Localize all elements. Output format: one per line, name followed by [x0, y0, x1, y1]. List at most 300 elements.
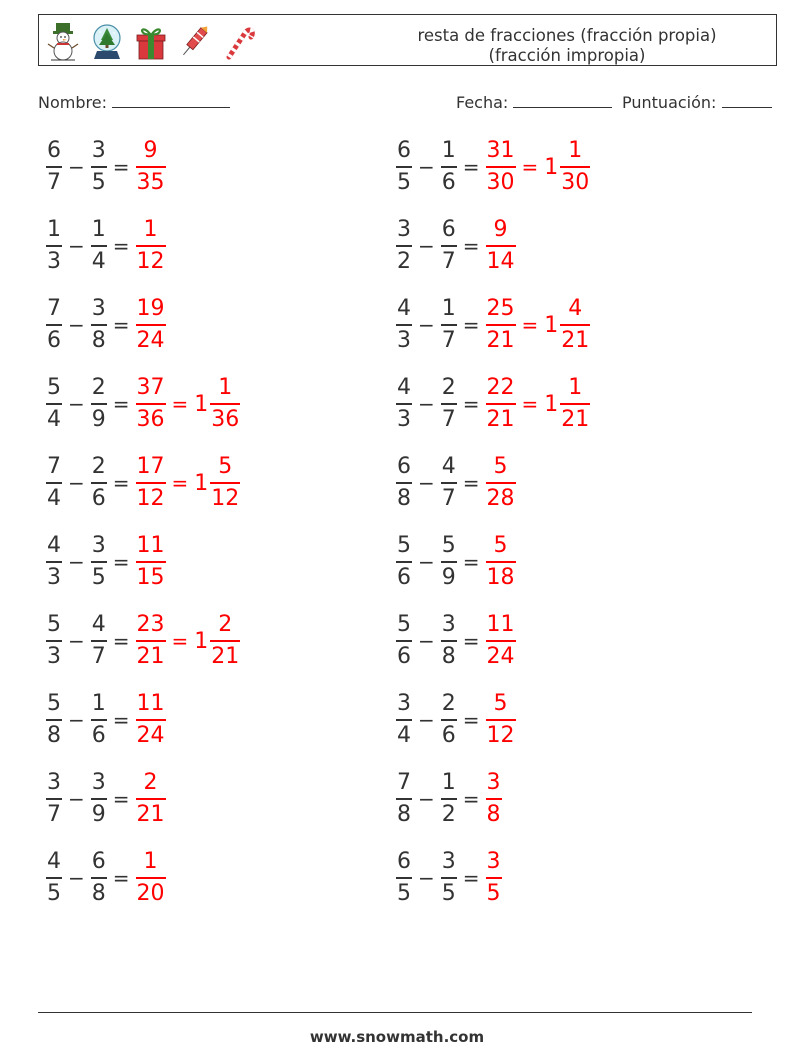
- numerator: 7: [47, 296, 61, 322]
- minus-sign: −: [68, 708, 85, 732]
- numerator: 3: [441, 849, 456, 875]
- fraction: [396, 138, 412, 196]
- problem-row: [46, 372, 240, 436]
- fraction: [136, 770, 166, 828]
- mixed-whole: 1: [544, 154, 559, 180]
- numerator: 25: [486, 296, 515, 322]
- numerator: 6: [397, 454, 411, 480]
- numerator: 1: [218, 375, 233, 401]
- mixed-whole: 1: [194, 628, 209, 654]
- denominator: 4: [47, 406, 61, 432]
- problem-row: [396, 767, 502, 831]
- answer: [136, 217, 166, 275]
- denominator: 4: [91, 248, 106, 274]
- denominator: 6: [397, 564, 411, 590]
- fraction: [91, 533, 107, 591]
- answer: [136, 138, 166, 196]
- fraction: [136, 454, 166, 512]
- fraction: [136, 612, 166, 670]
- numerator: 3: [486, 770, 501, 796]
- fraction: [91, 296, 107, 354]
- score-blank[interactable]: [722, 93, 772, 108]
- equals-sign: =: [521, 155, 539, 179]
- fraction: [396, 533, 412, 591]
- answer: [486, 454, 516, 512]
- equals-sign: =: [112, 866, 130, 890]
- numerator: 23: [136, 612, 165, 638]
- equals-sign: =: [112, 787, 130, 811]
- minus-sign: −: [418, 471, 435, 495]
- answer: [136, 533, 166, 591]
- denominator: 8: [441, 643, 456, 669]
- denominator: 3: [397, 327, 411, 353]
- denominator: 2: [397, 248, 411, 274]
- fraction: [486, 138, 516, 196]
- problem-row: [396, 372, 590, 436]
- minus-sign: −: [68, 471, 85, 495]
- denominator: 5: [486, 880, 501, 906]
- fraction: [486, 533, 516, 591]
- numerator: 4: [91, 612, 106, 638]
- numerator: 2: [441, 375, 456, 401]
- answer: [486, 770, 502, 828]
- fraction: [46, 217, 62, 275]
- denominator: 15: [136, 564, 165, 590]
- numerator: 19: [136, 296, 165, 322]
- answer: [486, 691, 516, 749]
- fraction: [441, 454, 457, 512]
- fraction: [91, 849, 107, 907]
- numerator: 6: [91, 849, 106, 875]
- denominator: 6: [441, 722, 456, 748]
- minus-sign: −: [418, 550, 435, 574]
- fraction: [486, 296, 516, 354]
- title-line-2: (fracción impropia): [488, 46, 646, 65]
- problem-row: [396, 214, 516, 278]
- denominator: 7: [441, 485, 456, 511]
- numerator: 3: [47, 770, 61, 796]
- numerator: 3: [397, 691, 411, 717]
- fraction: [91, 138, 107, 196]
- fraction: [91, 217, 107, 275]
- numerator: 5: [47, 612, 61, 638]
- denominator: 30: [561, 169, 590, 195]
- denominator: 14: [486, 248, 515, 274]
- denominator: 21: [561, 327, 590, 353]
- denominator: 4: [47, 485, 61, 511]
- equals-sign: =: [521, 313, 539, 337]
- answer: [136, 691, 166, 749]
- answer: [136, 296, 166, 354]
- denominator: 21: [211, 643, 240, 669]
- problem-row: [46, 214, 166, 278]
- denominator: 3: [47, 564, 61, 590]
- fraction: [441, 296, 457, 354]
- answer: [486, 296, 591, 354]
- denominator: 12: [486, 722, 515, 748]
- problem-row: [46, 846, 166, 910]
- denominator: 5: [397, 880, 411, 906]
- numerator: 1: [47, 217, 61, 243]
- fraction: [91, 691, 107, 749]
- equals-sign: =: [521, 392, 539, 416]
- minus-sign: −: [418, 234, 435, 258]
- minus-sign: −: [68, 313, 85, 337]
- fraction: [46, 296, 62, 354]
- fraction: [46, 138, 62, 196]
- numerator: 1: [91, 217, 106, 243]
- minus-sign: −: [418, 629, 435, 653]
- denominator: 21: [486, 406, 515, 432]
- problem-row: [396, 688, 516, 752]
- answer: [486, 138, 591, 196]
- equals-sign: =: [462, 155, 480, 179]
- fraction: [91, 612, 107, 670]
- denominator: 8: [397, 801, 411, 827]
- minus-sign: −: [418, 708, 435, 732]
- fraction: [136, 296, 166, 354]
- fraction: [441, 375, 457, 433]
- minus-sign: −: [68, 155, 85, 179]
- snow-globe-icon: [89, 21, 125, 61]
- denominator: 21: [486, 327, 515, 353]
- numerator: 1: [143, 849, 158, 875]
- denominator: 12: [211, 485, 240, 511]
- denominator: 28: [486, 485, 515, 511]
- numerator: 5: [47, 375, 61, 401]
- numerator: 5: [493, 533, 508, 559]
- fraction: [396, 375, 412, 433]
- denominator: 12: [136, 248, 165, 274]
- equals-sign: =: [112, 629, 130, 653]
- fraction: [486, 454, 516, 512]
- numerator: 22: [486, 375, 515, 401]
- fraction: [210, 375, 240, 433]
- equals-sign: =: [462, 787, 480, 811]
- denominator: 5: [397, 169, 411, 195]
- date-label: Fecha:: [456, 93, 509, 112]
- equals-sign: =: [462, 550, 480, 574]
- denominator: 9: [441, 564, 456, 590]
- fraction: [441, 770, 457, 828]
- fraction: [210, 612, 240, 670]
- numerator: 1: [568, 375, 583, 401]
- denominator: 6: [441, 169, 456, 195]
- name-label: Nombre:: [38, 93, 107, 112]
- fraction: [46, 849, 62, 907]
- denominator: 7: [91, 643, 106, 669]
- denominator: 12: [136, 485, 165, 511]
- denominator: 3: [47, 643, 61, 669]
- denominator: 5: [91, 564, 106, 590]
- fraction: [441, 691, 457, 749]
- numerator: 9: [143, 138, 158, 164]
- answer: [136, 770, 166, 828]
- fraction: [396, 217, 412, 275]
- equals-sign: =: [462, 708, 480, 732]
- score-field: [622, 93, 772, 112]
- answer: [486, 217, 516, 275]
- mixed-whole: 1: [194, 391, 209, 417]
- fraction: [136, 138, 166, 196]
- footer-divider: [38, 1012, 752, 1013]
- denominator: 3: [47, 248, 61, 274]
- denominator: 35: [136, 169, 165, 195]
- denominator: 9: [91, 406, 106, 432]
- denominator: 8: [486, 801, 501, 827]
- numerator: 5: [493, 691, 508, 717]
- fraction: [441, 138, 457, 196]
- denominator: 7: [441, 327, 456, 353]
- fraction: [486, 770, 502, 828]
- numerator: 1: [143, 217, 158, 243]
- denominator: 8: [47, 722, 61, 748]
- denominator: 24: [136, 722, 165, 748]
- gift-box-icon: [133, 21, 169, 61]
- fraction: [441, 612, 457, 670]
- denominator: 9: [91, 801, 106, 827]
- numerator: 4: [397, 375, 411, 401]
- numerator: 3: [441, 612, 456, 638]
- numerator: 5: [218, 454, 233, 480]
- footer-url: www.snowmath.com: [309, 1028, 485, 1046]
- numerator: 6: [441, 217, 456, 243]
- numerator: 5: [493, 454, 508, 480]
- fraction: [441, 849, 457, 907]
- numerator: 2: [91, 454, 106, 480]
- numerator: 6: [397, 849, 411, 875]
- fraction: [46, 375, 62, 433]
- numerator: 4: [568, 296, 583, 322]
- numerator: 2: [91, 375, 106, 401]
- problem-row: [396, 846, 502, 910]
- denominator: 6: [397, 643, 411, 669]
- denominator: 5: [91, 169, 106, 195]
- problem-row: [46, 293, 166, 357]
- problem-row: [46, 609, 240, 673]
- answer: [136, 454, 241, 512]
- minus-sign: −: [68, 787, 85, 811]
- snowman-icon: [45, 21, 81, 61]
- problem-row: [46, 530, 166, 594]
- fraction: [46, 454, 62, 512]
- numerator: 4: [397, 296, 411, 322]
- numerator: 1: [441, 138, 456, 164]
- numerator: 5: [441, 533, 456, 559]
- denominator: 30: [486, 169, 515, 195]
- minus-sign: −: [68, 392, 85, 416]
- fraction: [136, 533, 166, 591]
- fraction: [441, 217, 457, 275]
- minus-sign: −: [68, 550, 85, 574]
- numerator: 7: [397, 770, 411, 796]
- numerator: 3: [91, 533, 106, 559]
- title-line-1: resta de fracciones (fracción propia): [417, 26, 717, 45]
- problem-row: [396, 609, 516, 673]
- name-field: [38, 93, 230, 112]
- problem-row: [396, 135, 590, 199]
- problem-row: [46, 135, 166, 199]
- problem-row: [46, 688, 166, 752]
- problem-row: [46, 451, 240, 515]
- mixed-whole: 1: [544, 312, 559, 338]
- answer: [486, 533, 516, 591]
- minus-sign: −: [68, 866, 85, 890]
- fraction: [560, 375, 590, 433]
- answer: [136, 375, 241, 433]
- denominator: 6: [91, 485, 106, 511]
- denominator: 5: [441, 880, 456, 906]
- problem-row: [396, 293, 590, 357]
- fraction: [486, 375, 516, 433]
- numerator: 3: [91, 138, 106, 164]
- fraction: [441, 533, 457, 591]
- name-blank[interactable]: [112, 93, 230, 108]
- equals-sign: =: [462, 392, 480, 416]
- answer: [136, 849, 166, 907]
- fraction: [46, 691, 62, 749]
- numerator: 2: [143, 770, 158, 796]
- numerator: 17: [136, 454, 165, 480]
- numerator: 5: [47, 691, 61, 717]
- numerator: 3: [397, 217, 411, 243]
- equals-sign: =: [462, 629, 480, 653]
- fraction: [46, 770, 62, 828]
- fraction: [136, 375, 166, 433]
- denominator: 20: [136, 880, 165, 906]
- equals-sign: =: [112, 550, 130, 574]
- fraction: [396, 612, 412, 670]
- numerator: 6: [47, 138, 61, 164]
- header-icons: [45, 19, 257, 63]
- minus-sign: −: [418, 866, 435, 890]
- numerator: 1: [568, 138, 583, 164]
- equals-sign: =: [112, 708, 130, 732]
- numerator: 37: [136, 375, 165, 401]
- denominator: 3: [397, 406, 411, 432]
- mixed-whole: 1: [544, 391, 559, 417]
- equals-sign: =: [171, 471, 189, 495]
- denominator: 8: [91, 327, 106, 353]
- fraction: [46, 612, 62, 670]
- date-field: [456, 93, 612, 112]
- fraction: [486, 217, 516, 275]
- denominator: 7: [441, 406, 456, 432]
- equals-sign: =: [112, 155, 130, 179]
- numerator: 1: [441, 296, 456, 322]
- problem-row: [396, 451, 516, 515]
- answer: [486, 375, 591, 433]
- denominator: 7: [47, 169, 61, 195]
- problem-row: [46, 767, 166, 831]
- equals-sign: =: [112, 392, 130, 416]
- equals-sign: =: [462, 313, 480, 337]
- equals-sign: =: [462, 866, 480, 890]
- denominator: 21: [136, 643, 165, 669]
- equals-sign: =: [462, 234, 480, 258]
- minus-sign: −: [418, 787, 435, 811]
- equals-sign: =: [112, 313, 130, 337]
- numerator: 11: [136, 533, 165, 559]
- denominator: 24: [486, 643, 515, 669]
- numerator: 5: [397, 533, 411, 559]
- denominator: 2: [441, 801, 456, 827]
- minus-sign: −: [418, 155, 435, 179]
- numerator: 3: [91, 770, 106, 796]
- fraction: [136, 217, 166, 275]
- numerator: 1: [91, 691, 106, 717]
- fraction: [396, 691, 412, 749]
- numerator: 11: [486, 612, 515, 638]
- worksheet-header: [38, 14, 777, 66]
- minus-sign: −: [418, 313, 435, 337]
- fraction: [91, 770, 107, 828]
- numerator: 5: [397, 612, 411, 638]
- denominator: 7: [441, 248, 456, 274]
- fraction: [486, 612, 516, 670]
- fraction: [560, 296, 590, 354]
- numerator: 4: [47, 849, 61, 875]
- numerator: 11: [136, 691, 165, 717]
- denominator: 21: [561, 406, 590, 432]
- fraction: [396, 296, 412, 354]
- denominator: 5: [47, 880, 61, 906]
- fraction: [46, 533, 62, 591]
- fraction: [486, 849, 502, 907]
- numerator: 1: [441, 770, 456, 796]
- fraction: [486, 691, 516, 749]
- denominator: 21: [136, 801, 165, 827]
- numerator: 31: [486, 138, 515, 164]
- fraction: [91, 375, 107, 433]
- numerator: 4: [441, 454, 456, 480]
- denominator: 24: [136, 327, 165, 353]
- denominator: 8: [397, 485, 411, 511]
- numerator: 6: [397, 138, 411, 164]
- fraction: [91, 454, 107, 512]
- denominator: 6: [47, 327, 61, 353]
- equals-sign: =: [112, 234, 130, 258]
- minus-sign: −: [68, 234, 85, 258]
- fraction: [396, 849, 412, 907]
- fraction: [396, 454, 412, 512]
- numerator: 9: [493, 217, 508, 243]
- fraction: [136, 691, 166, 749]
- denominator: 7: [47, 801, 61, 827]
- fraction: [560, 138, 590, 196]
- numerator: 2: [218, 612, 233, 638]
- equals-sign: =: [171, 629, 189, 653]
- numerator: 3: [91, 296, 106, 322]
- worksheet-title: [402, 26, 732, 66]
- numerator: 7: [47, 454, 61, 480]
- fraction: [136, 849, 166, 907]
- fraction: [210, 454, 240, 512]
- answer: [486, 849, 502, 907]
- date-blank[interactable]: [513, 93, 612, 108]
- score-label: Puntuación:: [622, 93, 717, 112]
- denominator: 4: [397, 722, 411, 748]
- minus-sign: −: [418, 392, 435, 416]
- denominator: 6: [91, 722, 106, 748]
- denominator: 8: [91, 880, 106, 906]
- problem-row: [396, 530, 516, 594]
- answer: [136, 612, 241, 670]
- denominator: 36: [136, 406, 165, 432]
- denominator: 18: [486, 564, 515, 590]
- minus-sign: −: [68, 629, 85, 653]
- numerator: 2: [441, 691, 456, 717]
